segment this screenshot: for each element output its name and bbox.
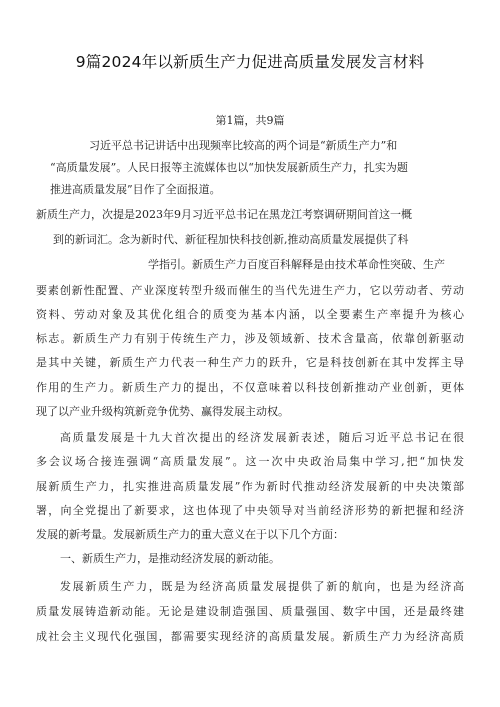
paragraph-line: 发展新质生产力，既是为经济高质量发展提供了新的航向，也是为经济高 bbox=[60, 580, 464, 593]
paragraph-line: 习近平总书记讲话中出现频率比较高的两个词是“新质生产力”和 bbox=[89, 139, 398, 152]
paragraph-line: 是其中关键，新质生产力代表一种生产力的跃升，它是科技创新在其中发挥主导 bbox=[36, 356, 464, 369]
paragraph-line: “高质量发展”。人民日报等主流媒体也以“加快发展新质生产力，扎实为题 bbox=[50, 161, 408, 174]
paragraph-line: 现了以产业升级构筑新竞争优势、赢得发展主动权。 bbox=[36, 405, 289, 418]
paragraph-line: 作用的生产力。新质生产力的提出，不仅意味着以科技创新推动产业创新，更体 bbox=[36, 381, 464, 394]
paragraph-line: 署，向全党提出了新要求，这也体现了中央领导对当前经济形势的新把握和经济 bbox=[36, 504, 464, 517]
paragraph-line: 新质生产力，次提是2023年9月习近平总书记在黑龙江考察调研期间首这一概 bbox=[36, 208, 412, 221]
paragraph-line: 学指引。新质生产力百度百科解释是由技术革命性突破、生产 bbox=[148, 258, 445, 271]
paragraph-line: 高质量发展是十九大首次提出的经济发展新表述，随后习近平总书记在很 bbox=[60, 431, 464, 444]
paragraph-line: 标志。新质生产力有别于传统生产力，涉及领域新、技术含量高，依靠创新驱动 bbox=[36, 332, 464, 345]
paragraph-line: 资料、劳动对象及其优化组合的质变为基本内涵，以全要素生产率提升为核心 bbox=[36, 308, 464, 321]
paragraph-line: 多会议场合接连强调“高质量发展”。这一次中央政治局集中学习,把“加快发 bbox=[36, 455, 464, 468]
paragraph-line: 成社会主义现代化强国，都需要实现经济的高质量发展。新质生产力为经济高质 bbox=[36, 630, 464, 643]
page-indicator: 第1篇，共9篇 bbox=[215, 114, 285, 127]
section-heading: 一、新质生产力，是推动经济发展的新动能。 bbox=[60, 552, 280, 565]
document-title: 9篇2024年以新质生产力促进高质量发展发言材料 bbox=[75, 53, 425, 71]
paragraph-line: 要素创新性配置、产业深度转型升级而催生的当代先进生产力，它以劳动者、劳动 bbox=[36, 284, 464, 297]
paragraph-line: 推进高质量发展”目作了全面报道。 bbox=[50, 183, 221, 196]
paragraph-line: 质量发展铸造新动能。无论是建设制造强国、质量强国、数字中国，还是最终建 bbox=[36, 605, 464, 618]
paragraph-line: 展新质生产力，扎实推进高质量发展”作为新时代推动经济发展新的中央决策部 bbox=[36, 480, 464, 493]
paragraph-line: 发展的新考量。发展新质生产力的重大意义在于以下几个方面： bbox=[36, 528, 344, 541]
paragraph-line: 到的新词汇。念为新时代、新征程加快科技创新,推动高质量发展提供了科 bbox=[53, 233, 409, 246]
